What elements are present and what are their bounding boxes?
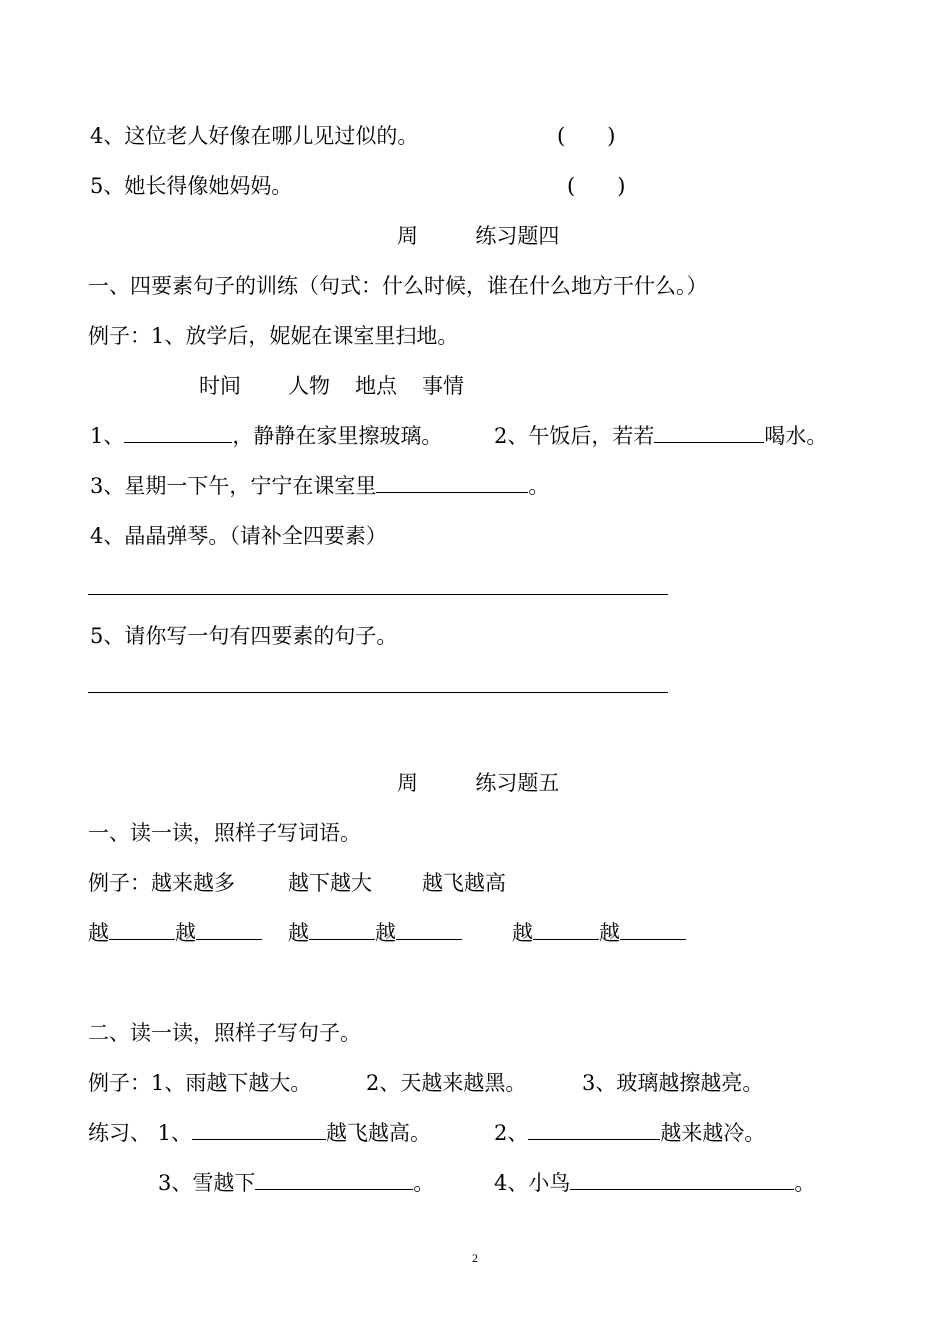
yue-char: 越 — [175, 921, 196, 945]
practice-4-prefix: 4、小鸟 — [494, 1171, 571, 1195]
practice-4-suffix: 。 — [794, 1171, 816, 1195]
section-5-part1-title: 一、读一读，照样子写词语。 — [88, 821, 361, 845]
heading-zhou: 周 — [397, 771, 418, 795]
practice-3 — [158, 1171, 434, 1195]
yue-pattern-1 — [88, 921, 262, 945]
practice-2 — [494, 1121, 765, 1145]
heading-zhou: 周 — [397, 224, 418, 248]
label-place: 地点 — [355, 374, 397, 398]
part2-example-2: 2、天越来越黑。 — [366, 1071, 527, 1095]
exercise-3-suffix: 。 — [528, 474, 550, 498]
yue-blank[interactable] — [109, 921, 175, 940]
exercise-5-answer-line[interactable] — [88, 692, 668, 693]
practice-2-suffix: 越来越冷。 — [660, 1121, 766, 1145]
exercise-4-answer-line[interactable] — [88, 594, 668, 595]
exercise-3 — [90, 474, 549, 498]
section-4-example: 例子：1、放学后，妮妮在课室里扫地。 — [88, 324, 459, 348]
yue-char: 越 — [599, 921, 620, 945]
exercise-2-suffix: 喝水。 — [764, 424, 828, 448]
question-5-text: 5、她长得像她妈妈。 — [90, 174, 293, 198]
heading-title: 练习题四 — [475, 224, 560, 248]
yue-char: 越 — [375, 921, 396, 945]
yue-blank[interactable] — [396, 921, 462, 940]
page-number: 2 — [472, 1251, 478, 1265]
example-word-2: 越下越大 — [288, 871, 372, 895]
yue-blank[interactable] — [620, 921, 686, 940]
part2-example-1: 例子：1、雨越下越大。 — [88, 1071, 312, 1095]
exercise-2-prefix: 2、午饭后，若若 — [494, 424, 655, 448]
exercise-3-blank[interactable] — [376, 474, 528, 493]
yue-pattern-3 — [512, 921, 686, 945]
yue-blank[interactable] — [533, 921, 599, 940]
answer-paren-4[interactable]: ( ) — [557, 124, 616, 148]
practice-1-suffix: 越飞越高。 — [326, 1121, 432, 1145]
answer-paren-5[interactable]: ( ) — [567, 174, 626, 198]
section-5-heading — [397, 771, 559, 795]
yue-char: 越 — [512, 921, 533, 945]
practice-2-blank[interactable] — [528, 1121, 660, 1140]
practice-4-blank[interactable] — [570, 1171, 794, 1190]
practice-4 — [494, 1171, 815, 1195]
section-5-part2-title: 二、读一读，照样子写句子。 — [88, 1021, 361, 1045]
section-4-heading — [397, 224, 559, 248]
practice-1-prefix: 练习、 1、 — [88, 1121, 193, 1145]
exercise-1-blank[interactable] — [124, 424, 232, 443]
section-4-intro: 一、四要素句子的训练（句式：什么时候，谁在什么地方干什么。） — [88, 274, 708, 298]
practice-1-blank[interactable] — [192, 1121, 326, 1140]
section-5-part1-example — [88, 871, 235, 895]
practice-3-blank[interactable] — [255, 1171, 413, 1190]
example-label: 例子： — [88, 871, 151, 895]
practice-3-suffix: 。 — [413, 1171, 435, 1195]
practice-3-prefix: 3、雪越下 — [158, 1171, 256, 1195]
yue-char: 越 — [88, 921, 109, 945]
exercise-4: 4、晶晶弹琴。（请补全四要素） — [90, 524, 387, 548]
practice-2-prefix: 2、 — [494, 1121, 529, 1145]
question-5 — [90, 174, 292, 198]
yue-blank[interactable] — [196, 921, 262, 940]
part2-example-3: 3、玻璃越擦越亮。 — [582, 1071, 764, 1095]
label-time: 时间 — [199, 374, 241, 398]
heading-title: 练习题五 — [475, 771, 560, 795]
yue-char: 越 — [288, 921, 309, 945]
yue-blank[interactable] — [309, 921, 375, 940]
label-person: 人物 — [288, 374, 330, 398]
question-4 — [90, 124, 418, 148]
exercise-5: 5、请你写一句有四要素的句子。 — [90, 624, 398, 648]
exercise-3-prefix: 3、星期一下午，宁宁在课室里 — [90, 474, 377, 498]
practice-1 — [88, 1121, 431, 1145]
yue-pattern-2 — [288, 921, 462, 945]
example-word-3: 越飞越高 — [422, 871, 506, 895]
exercise-1 — [90, 424, 442, 448]
exercise-1-suffix: ，静静在家里擦玻璃。 — [232, 424, 443, 448]
exercise-1-prefix: 1、 — [90, 424, 125, 448]
exercise-2-blank[interactable] — [654, 424, 764, 443]
question-4-text: 4、这位老人好像在哪儿见过似的。 — [90, 124, 419, 148]
example-word-1: 越来越多 — [151, 871, 235, 895]
exercise-2 — [494, 424, 827, 448]
label-event: 事情 — [422, 374, 464, 398]
